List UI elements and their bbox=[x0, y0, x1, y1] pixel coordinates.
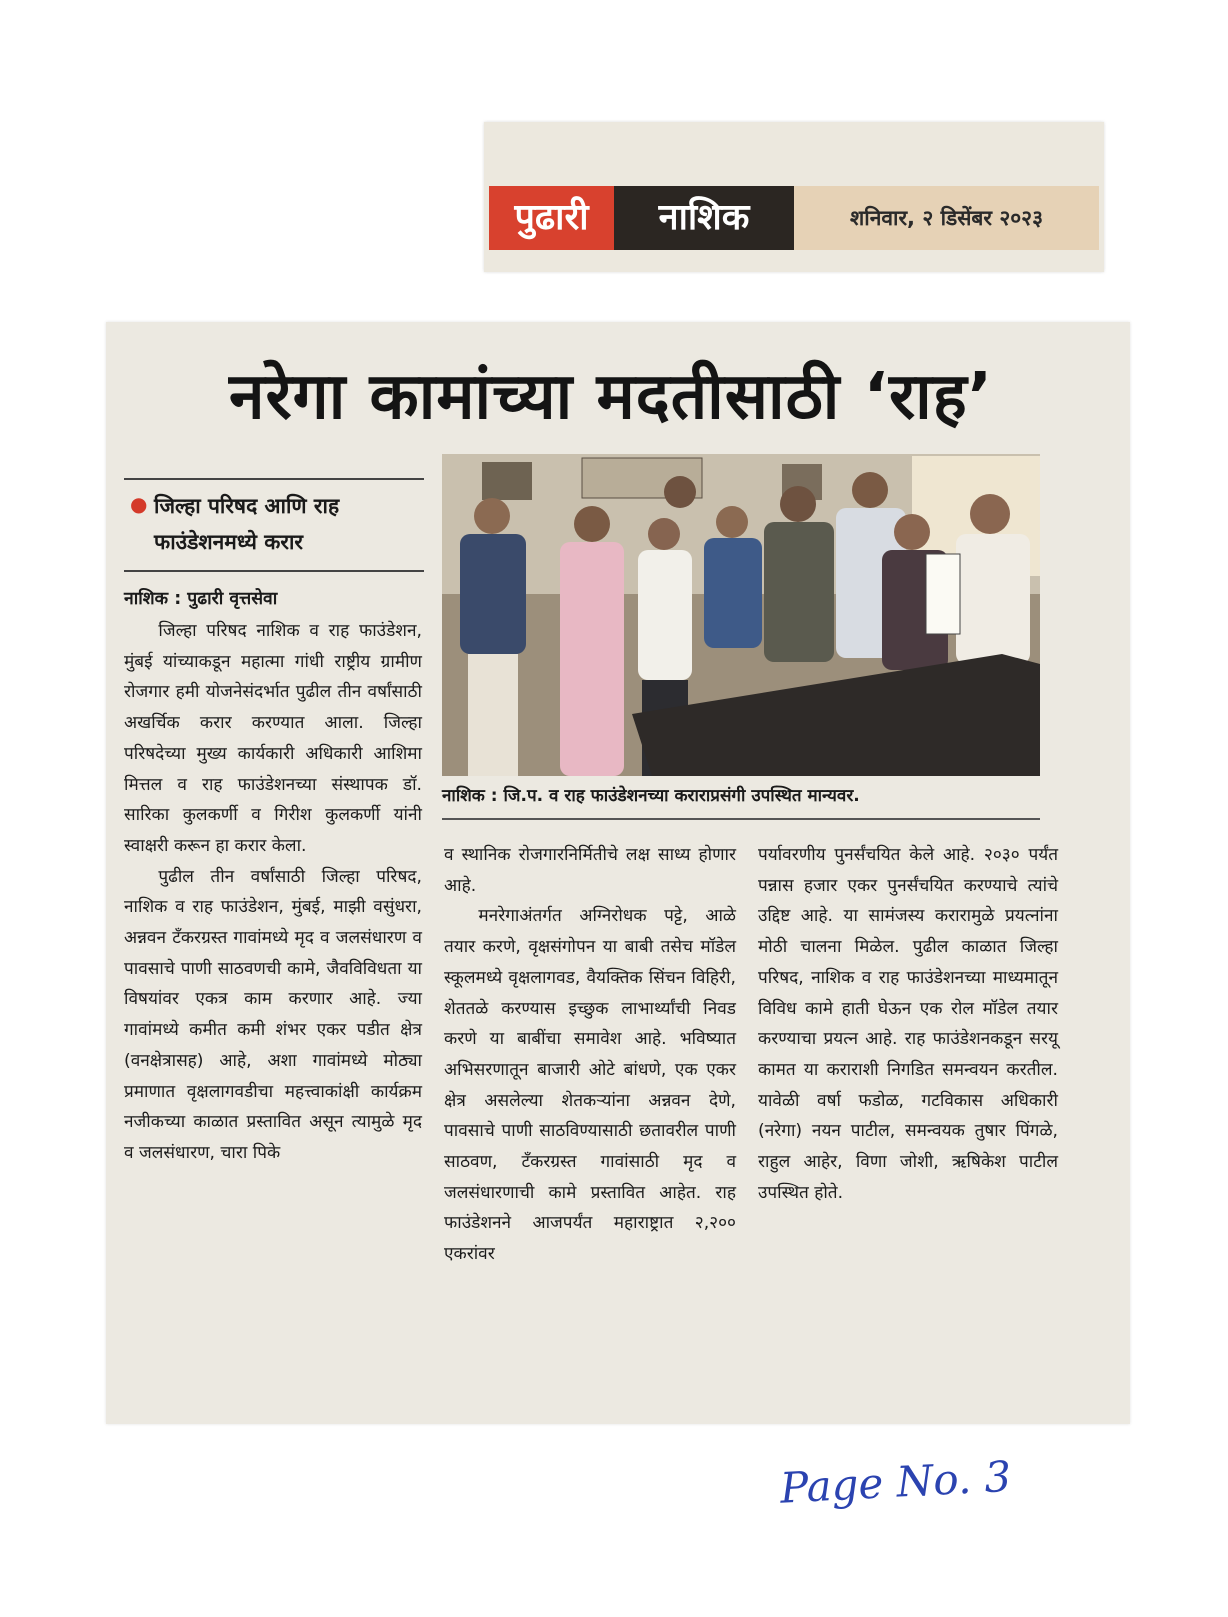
paragraph: मनरेगाअंतर्गत अग्निरोधक पट्टे, आळे तयार करणे, वृक्षसंगोपन या बाबी तसेच मॉडेल स्कूलमध्ये वृक्षलागवड, वैयक्तिक सिंचन विहिरी, शेततळे करण्यास इच्छुक लाभार्थ्यांची निवड करणे या बाबींचा समावेश आहे. भविष्यात अभिसरणातून बाजारी ओटे बांधणे, एक एकर क्षेत्र असलेल्या शेतकऱ्यांना अन्नवन देणे, पावसाचे पाणी साठविण्यासाठी छतावरील पाणी साठवण, टँकरग्रस्त गावांसाठी मृद व जलसंधारणाची कामे प्रस्तावित आहेत. राह फाउंडेशनने आजपर्यंत महाराष्ट्रात २,२०० एकरांवर bbox=[444, 906, 736, 1265]
edition-city: नाशिक bbox=[614, 186, 794, 250]
handwritten-page-number: Page No. 3 bbox=[778, 1451, 1013, 1513]
masthead-row bbox=[484, 186, 1104, 250]
paragraph: जिल्हा परिषद नाशिक व राह फाउंडेशन, मुंबई यांच्याकडून महात्मा गांधी राष्ट्रीय ग्रामीण रोजगार हमी योजनेसंदर्भात पुढील तीन वर्षांसाठी अखर्चिक करार करण्यात आला. जिल्हा परिषदेच्या मुख्य कार्यकारी अधिकारी आशिमा मित्तल व राह फाउंडेशनच्या संस्थापक डॉ. सारिका कुलकर्णी व गिरीश कुलकर्णी यांनी स्वाक्षरी करून हा करार केला. bbox=[124, 621, 422, 856]
newspaper-name: पुढारी bbox=[489, 186, 614, 250]
article-column-1 bbox=[124, 584, 422, 1169]
article-headline: नरेगा कामांच्या मदतीसाठी ‘राह’ bbox=[228, 360, 994, 434]
paragraph: पुढील तीन वर्षांसाठी जिल्हा परिषद, नाशिक व राह फाउंडेशन, मुंबई, माझी वसुंधरा, अन्नवन टँकरग्रस्त गावांमध्ये मृद व जलसंधारण व पावसाचे पाणी साठवणची कामे, जैवविविधता या विषयांवर एकत्र काम करणार आहे. ज्या गावांमध्ये कमीत कमी शंभर एकर पडीत क्षेत्र (वनक्षेत्रासह) आहे, अशा गावांमध्ये मोठ्या प्रमाणात वृक्षलागवडीचा महत्त्वाकांक्षी कार्यक्रम नजीकच्या काळात प्रस्तावित असून त्यामुळे मृद व जलसंधारण, चारा पिके bbox=[124, 866, 422, 1163]
article-photo bbox=[442, 454, 1040, 776]
photo-caption: नाशिक : जि.प. व राह फाउंडेशनच्या कराराप्रसंगी उपस्थित मान्यवर. bbox=[442, 786, 860, 806]
publication-date: शनिवार, २ डिसेंबर २०२३ bbox=[794, 186, 1099, 250]
article-dateline: नाशिक : पुढारी वृत्तसेवा bbox=[124, 589, 278, 609]
newspaper-masthead bbox=[484, 122, 1104, 272]
bullet-icon: ● bbox=[130, 492, 148, 516]
article-subheadline: जिल्हा परिषद आणि राह फाउंडेशनमध्ये करार bbox=[154, 494, 340, 554]
subheadline-box bbox=[124, 478, 424, 572]
article-clipping bbox=[106, 322, 1130, 1424]
article-column-3 bbox=[758, 840, 1058, 1208]
group-photo-illustration bbox=[442, 454, 1040, 776]
paragraph: पर्यावरणीय पुनर्संचयित केले आहे. २०३० पर्यंत पन्नास हजार एकर पुनर्संचयित करण्याचे त्यांचे उद्दिष्ट आहे. या सामंजस्य करारामुळे प्रयत्नांना मोठी चालना मिळेल. पुढील काळात जिल्हा परिषद, नाशिक व राह फाउंडेशनच्या माध्यमातून विविध कामे हाती घेऊन एक रोल मॉडेल तयार करण्याचा प्रयत्न आहे. राह फाउंडेशनकडून सरयू कामत या कराराशी निगडित समन्वयन करतील. यावेळी वर्षा फडोळ, गटविकास अधिकारी (नरेगा) नयन पाटील, समन्वयक तुषार पिंगळे, राहुल आहेर, विणा जोशी, ऋषिकेश पाटील उपस्थित होते. bbox=[758, 845, 1058, 1203]
divider bbox=[442, 818, 1040, 820]
article-column-2 bbox=[444, 840, 736, 1270]
paragraph: व स्थानिक रोजगारनिर्मितीचे लक्ष साध्य होणार आहे. bbox=[444, 845, 736, 896]
